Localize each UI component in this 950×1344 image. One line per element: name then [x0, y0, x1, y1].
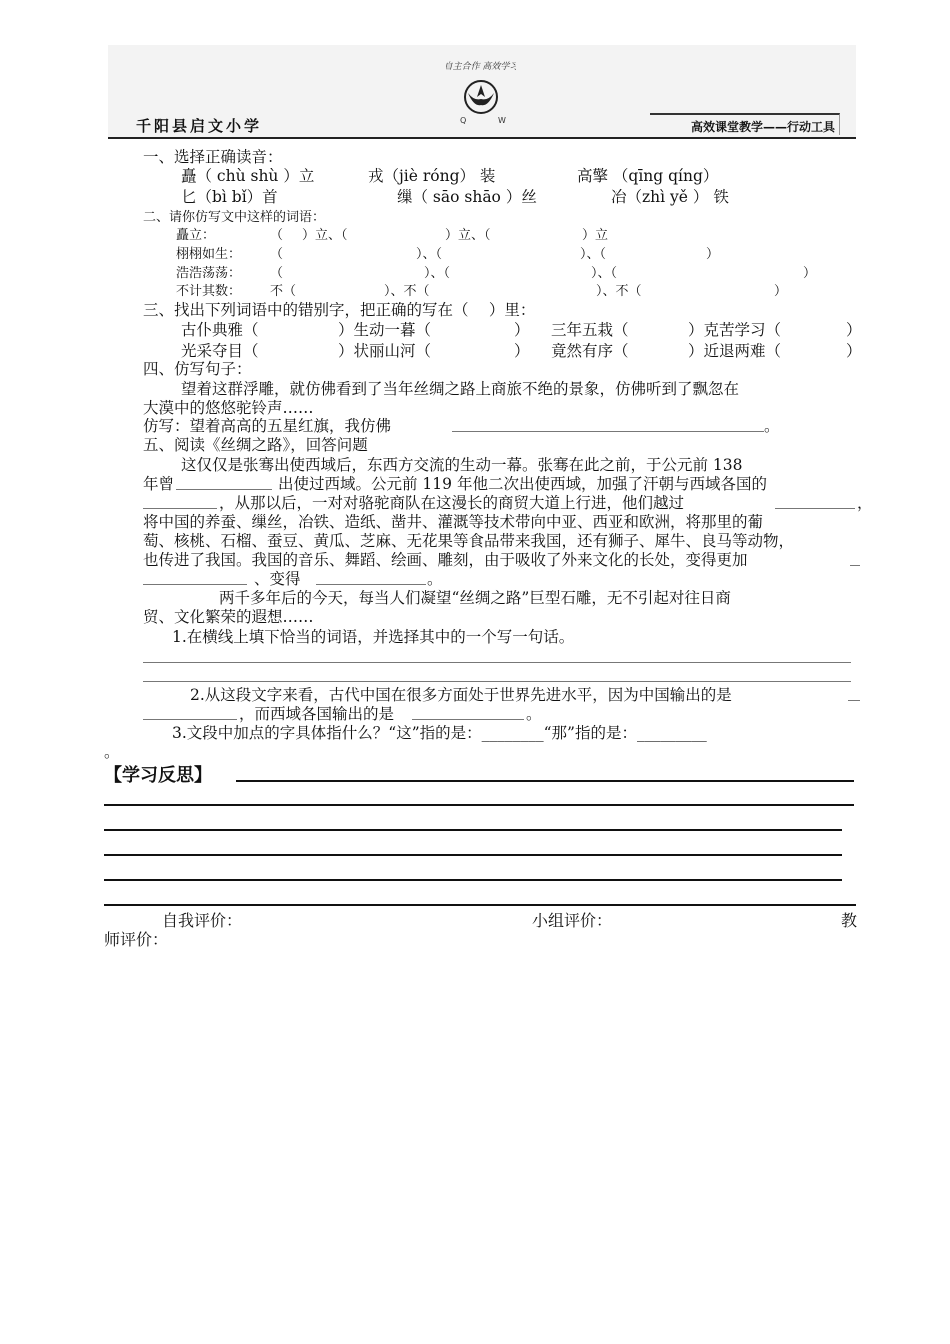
q5-text: 出使过西域。公元前 119 年他二次出使西域，加强了汗朝与西域各国的: [278, 475, 767, 493]
q5-text: 贸、文化繁荣的遐想……: [143, 608, 314, 626]
reflection-line[interactable]: [104, 829, 842, 831]
reflection-line[interactable]: [104, 879, 842, 881]
q3-item: ）: [846, 342, 862, 360]
reflection-line[interactable]: [104, 804, 854, 806]
reflection-title: 【学习反思】: [104, 765, 212, 786]
q5-text: 也传进了我国。我国的音乐、舞蹈、绘画、雕刻，由于吸收了外来文化的长处，变得更加: [143, 551, 748, 569]
q5-text: 、变得: [254, 570, 301, 588]
q3-item: ）克苦学习（: [688, 321, 782, 339]
q1-item: 匕（bì bǐ）首: [181, 188, 278, 206]
q2-blank: （: [270, 247, 284, 262]
reflection-line[interactable]: [236, 780, 854, 782]
q5-answer-line[interactable]: [143, 681, 851, 682]
q2-blank: ）立、（: [302, 228, 348, 243]
q2-title: 二、请你仿写文中这样的词语：: [143, 210, 326, 225]
q5-blank-line[interactable]: [176, 489, 272, 490]
q5-text: ，: [857, 494, 873, 512]
group-evaluation-label: 小组评价：: [532, 911, 613, 930]
q2-blank: （: [270, 266, 284, 281]
q5-subq-2-end: 。: [526, 705, 542, 723]
q3-item: 古仆典雅（: [181, 321, 259, 339]
q4-text: 望着这群浮雕，就仿佛看到了当年丝绸之路上商旅不绝的景象，仿佛听到了飘忽在: [181, 380, 740, 398]
q2-blank: ）、不（: [596, 284, 642, 299]
q2-blank: ）: [706, 247, 720, 262]
reflection-line[interactable]: [104, 904, 856, 906]
teacher-evaluation-label-cont: 师评价：: [104, 930, 169, 949]
q5-answer-line[interactable]: [143, 662, 851, 663]
q2-blank: ）、（: [591, 266, 618, 281]
q1-item: 高擎 （qīng qíng）: [577, 167, 719, 185]
q3-item: ）: [514, 321, 530, 339]
q4-title: 四、仿写句子：: [143, 360, 252, 378]
q3-item: ）近退两难（: [688, 342, 782, 360]
q5-subq-1: 1.在横线上填下恰当的词语，并选择其中的一个写一句话。: [172, 628, 575, 646]
q3-title: 三、找出下列词语中的错别字，把正确的写在（ ）里：: [143, 301, 536, 319]
q5-subq-3-end: 。: [104, 743, 120, 761]
q5-blank-line[interactable]: [316, 584, 426, 585]
svg-text:Q: Q: [460, 116, 467, 125]
q5-blank-line[interactable]: [143, 508, 217, 509]
school-name: 千阳县启文小学: [136, 117, 263, 135]
q4-prompt: 仿写：望着高高的五星红旗，我仿佛: [143, 417, 392, 435]
q2-blank: ）、（: [580, 247, 607, 262]
q1-title: 一、选择正确读音：: [143, 148, 283, 166]
q2-label: 矗立：: [176, 228, 216, 243]
q5-text: ，从那以后，一对对骆驼商队在这漫长的商贸大道上行进，他们越过: [219, 494, 685, 512]
teacher-evaluation-label: 教: [841, 911, 858, 930]
q4-end: 。: [764, 417, 780, 435]
school-logo: [446, 55, 516, 125]
q5-blank-line[interactable]: [850, 565, 860, 566]
q3-item: 三年五栽（: [551, 321, 629, 339]
q3-item: ）: [846, 321, 862, 339]
q5-blank-line[interactable]: [412, 719, 524, 720]
svg-text:W: W: [498, 116, 506, 125]
logo-emblem-icon: [446, 55, 516, 125]
header-motto: 高效课堂教学——行动工具: [650, 113, 840, 135]
q5-subq-2-cont: ，而西域各国输出的是: [239, 705, 395, 723]
q4-answer-line[interactable]: [452, 431, 764, 432]
q5-blank-line[interactable]: [775, 508, 855, 509]
q5-title: 五、阅读《丝绸之路》，回答问题: [143, 436, 368, 454]
q1-item: 缫（ sāo shāo ）丝: [397, 188, 537, 206]
q5-blank-line[interactable]: [143, 719, 237, 720]
q2-blank: 不（: [270, 284, 297, 299]
q2-label: 浩浩荡荡：: [176, 266, 242, 281]
header-rule: [108, 137, 856, 139]
q2-blank: ）、（: [416, 247, 443, 262]
page-header: [108, 45, 856, 137]
q2-blank: ）、（: [424, 266, 451, 281]
q3-item: ）: [514, 342, 530, 360]
q5-blank-line[interactable]: [848, 700, 860, 701]
q2-label: 栩栩如生：: [176, 247, 242, 262]
q5-text: 两千多年后的今天，每当人们凝望“丝绸之路”巨型石雕，无不引起对往日商: [219, 589, 731, 607]
q5-text: 年曾: [143, 475, 175, 493]
q2-blank: ）立、（: [445, 228, 491, 243]
q3-item: 竟然有序（: [551, 342, 629, 360]
q5-text: 这仅仅是张骞出使西域后，东西方交流的生动一幕。张骞在此之前，于公元前 138: [181, 456, 743, 474]
q1-item: 矗（ chù shù ）立: [181, 167, 315, 185]
q3-item: ）状丽山河（: [338, 342, 432, 360]
q2-blank: ）、不（: [384, 284, 430, 299]
q3-item: ）生动一暮（: [338, 321, 432, 339]
q5-text: 。: [427, 570, 443, 588]
q2-blank: ）: [803, 266, 817, 281]
q2-label: 不计其数：: [176, 284, 242, 299]
q5-subq-3: 3.文段中加点的字具体指什么？“这”指的是：________“那”指的是：_________: [172, 724, 707, 742]
q5-blank-line[interactable]: [143, 584, 247, 585]
reflection-line[interactable]: [104, 854, 842, 856]
q4-text: 大漠中的悠悠驼铃声……: [143, 399, 314, 417]
q2-blank: ）: [774, 284, 788, 299]
q5-text: 萄、核桃、石榴、蚕豆、黄瓜、芝麻、无花果等食品带来我国，还有狮子、犀牛、良马等动物，: [143, 532, 795, 550]
q5-text: 将中国的养蚕、缫丝，冶铁、造纸、凿井、灌溉等技术带向中亚、西亚和欧洲，将那里的葡: [143, 513, 764, 531]
q2-blank: （: [270, 228, 284, 243]
svg-text:自主合作 高效学习: 自主合作 高效学习: [446, 62, 516, 72]
q3-item: 光采夺目（: [181, 342, 259, 360]
q2-blank: ）立: [582, 228, 609, 243]
q5-subq-2: 2.从这段文字来看，古代中国在很多方面处于世界先进水平，因为中国输出的是: [190, 686, 732, 704]
q1-item: 戎（jiè róng） 装: [368, 167, 496, 185]
self-evaluation-label: 自我评价：: [162, 911, 243, 930]
q1-item: 冶（zhì yě ） 铁: [611, 188, 729, 206]
